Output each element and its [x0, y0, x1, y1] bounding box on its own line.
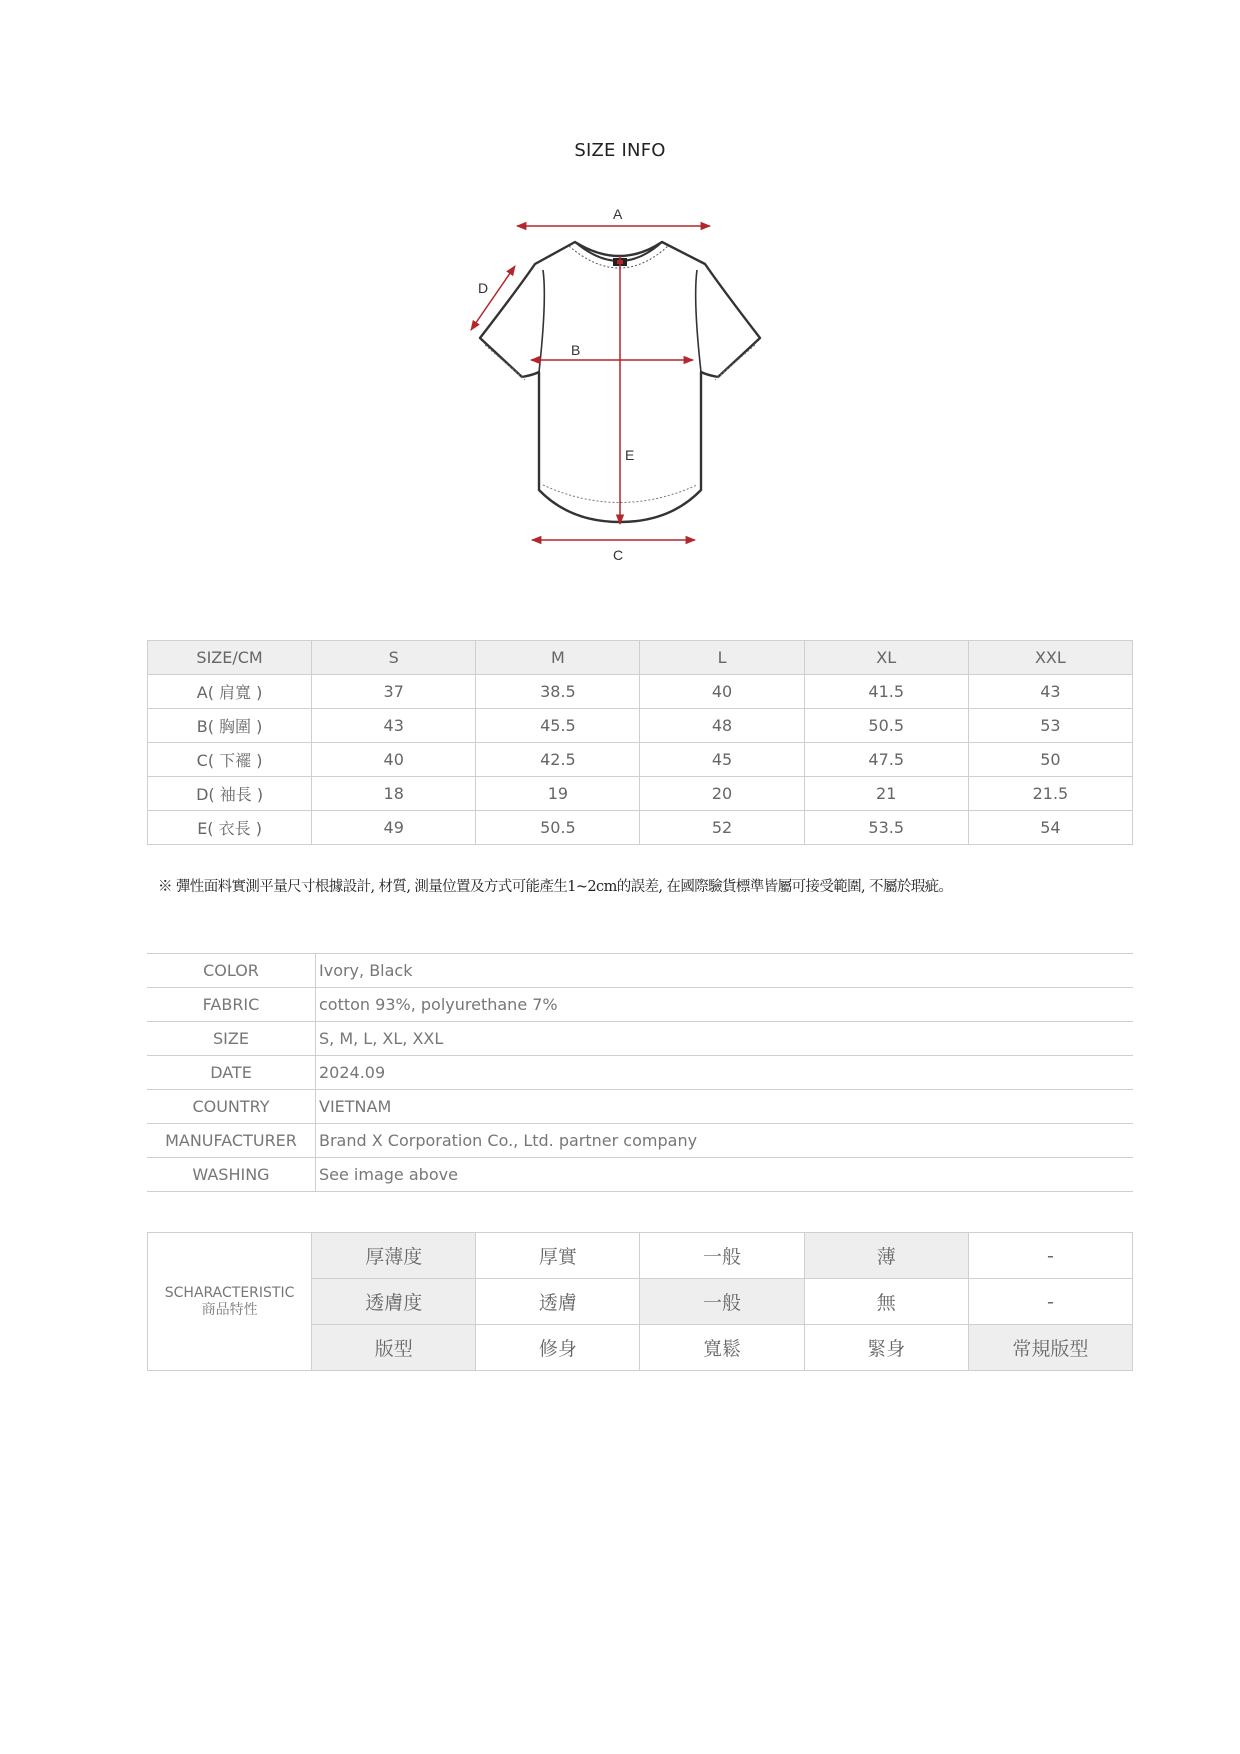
info-value: See image above	[316, 1158, 1134, 1192]
info-label: WASHING	[147, 1158, 316, 1192]
table-row	[148, 811, 1133, 845]
table-cell: 50.5	[804, 709, 968, 743]
table-cell: 42.5	[476, 743, 640, 777]
info-label: COUNTRY	[147, 1090, 316, 1124]
info-value: Ivory, Black	[316, 954, 1134, 988]
table-cell: 47.5	[804, 743, 968, 777]
characteristic-label: 版型	[312, 1325, 476, 1371]
table-cell: 37	[312, 675, 476, 709]
label-d: D	[478, 280, 489, 296]
info-value: Brand X Corporation Co., Ltd. partner company	[316, 1124, 1134, 1158]
row-label: A( 肩寬 )	[148, 675, 312, 709]
table-cell: 49	[312, 811, 476, 845]
table-cell: 45	[640, 743, 804, 777]
table-cell: 43	[968, 675, 1132, 709]
characteristic-label: 透膚度	[312, 1279, 476, 1325]
info-value: VIETNAM	[316, 1090, 1134, 1124]
characteristic-row	[148, 1233, 1133, 1279]
info-row	[147, 1022, 1133, 1056]
header-cell: XXL	[968, 641, 1132, 675]
table-cell: 21.5	[968, 777, 1132, 811]
info-value: cotton 93%, polyurethane 7%	[316, 988, 1134, 1022]
table-cell: 53	[968, 709, 1132, 743]
characteristic-option: 透膚	[476, 1279, 640, 1325]
table-row	[148, 743, 1133, 777]
table-cell: 54	[968, 811, 1132, 845]
label-b: B	[571, 342, 581, 358]
info-row	[147, 988, 1133, 1022]
header-cell: XL	[804, 641, 968, 675]
size-table-header	[148, 641, 1133, 675]
label-c: C	[613, 547, 624, 563]
characteristic-option: 無	[804, 1279, 968, 1325]
characteristic-option: 緊身	[804, 1325, 968, 1371]
table-cell: 21	[804, 777, 968, 811]
info-row	[147, 1090, 1133, 1124]
table-cell: 18	[312, 777, 476, 811]
info-value: 2024.09	[316, 1056, 1134, 1090]
header-cell: S	[312, 641, 476, 675]
table-row	[148, 675, 1133, 709]
table-cell: 50	[968, 743, 1132, 777]
table-cell: 45.5	[476, 709, 640, 743]
table-cell: 19	[476, 777, 640, 811]
info-value: S, M, L, XL, XXL	[316, 1022, 1134, 1056]
info-row	[147, 1158, 1133, 1192]
characteristic-option-selected: 一般	[640, 1279, 804, 1325]
table-cell: 52	[640, 811, 804, 845]
info-label: DATE	[147, 1056, 316, 1090]
characteristics-header-zh: 商品特性	[201, 1301, 258, 1318]
table-cell: 20	[640, 777, 804, 811]
header-cell: SIZE/CM	[148, 641, 312, 675]
table-row	[148, 777, 1133, 811]
characteristics-header	[148, 1233, 312, 1371]
measurement-note: ※ 彈性面料實測平量尺寸根據設計, 材質, 測量位置及方式可能產生1~2cm的誤差, 在國際驗貨標準皆屬可接受範圍, 不屬於瑕疵。	[158, 879, 953, 895]
header-cell: M	[476, 641, 640, 675]
info-label: SIZE	[147, 1022, 316, 1056]
characteristic-option: 寬鬆	[640, 1325, 804, 1371]
info-row	[147, 954, 1133, 988]
info-row	[147, 1124, 1133, 1158]
characteristics-header-en: SCHARACTERISTIC	[164, 1284, 295, 1301]
table-row	[148, 709, 1133, 743]
characteristic-option: -	[968, 1279, 1132, 1325]
row-label: D( 袖長 )	[148, 777, 312, 811]
characteristic-option: 修身	[476, 1325, 640, 1371]
row-label: B( 胸圍 )	[148, 709, 312, 743]
info-row	[147, 1056, 1133, 1090]
table-cell: 40	[312, 743, 476, 777]
table-cell: 38.5	[476, 675, 640, 709]
table-cell: 40	[640, 675, 804, 709]
info-label: FABRIC	[147, 988, 316, 1022]
table-cell: 48	[640, 709, 804, 743]
tshirt-measurement-diagram	[455, 200, 785, 580]
table-cell: 50.5	[476, 811, 640, 845]
characteristic-option: -	[968, 1233, 1132, 1279]
size-table	[147, 640, 1133, 845]
row-label: E( 衣長 )	[148, 811, 312, 845]
characteristics-table	[147, 1232, 1133, 1371]
info-label: COLOR	[147, 954, 316, 988]
characteristic-option: 厚實	[476, 1233, 640, 1279]
table-cell: 41.5	[804, 675, 968, 709]
table-cell: 43	[312, 709, 476, 743]
row-label: C( 下襬 )	[148, 743, 312, 777]
header-cell: L	[640, 641, 804, 675]
info-label: MANUFACTURER	[147, 1124, 316, 1158]
characteristic-option-selected: 常規版型	[968, 1325, 1132, 1371]
page-title: SIZE INFO	[574, 140, 666, 161]
label-e: E	[625, 447, 635, 463]
characteristic-option-selected: 薄	[804, 1233, 968, 1279]
characteristic-option: 一般	[640, 1233, 804, 1279]
table-cell: 53.5	[804, 811, 968, 845]
label-a: A	[613, 206, 623, 222]
characteristic-label: 厚薄度	[312, 1233, 476, 1279]
product-info-table	[147, 953, 1133, 1192]
